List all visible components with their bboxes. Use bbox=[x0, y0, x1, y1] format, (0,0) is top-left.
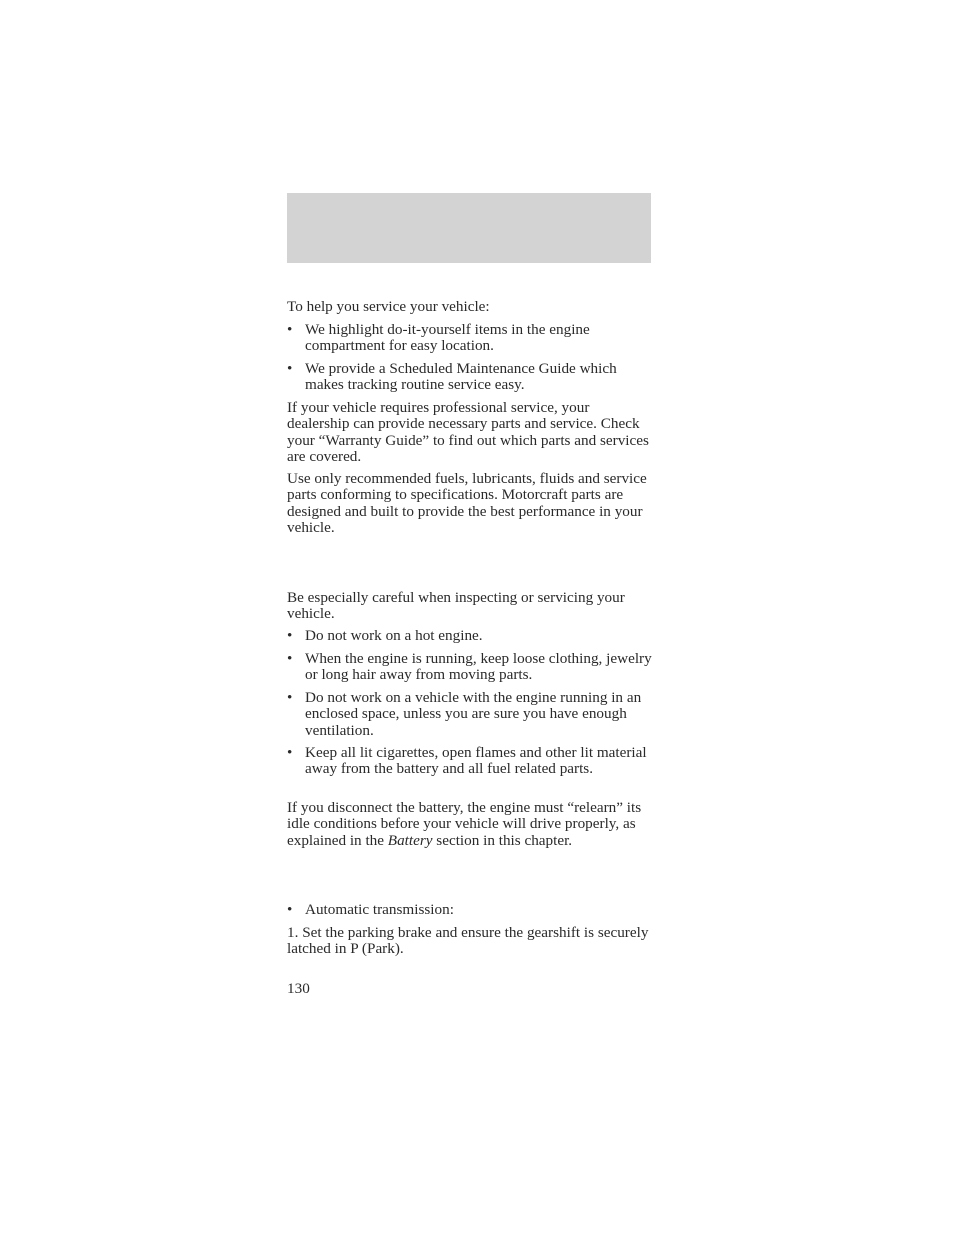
bullet-glyph: • bbox=[287, 744, 293, 761]
bullet-text: Automatic transmission: bbox=[305, 901, 454, 918]
bullet-text: Do not work on a vehicle with the engine running in an enclosed space, unless you are sure you have enough ventilation. bbox=[305, 689, 642, 739]
list-item bbox=[287, 651, 653, 684]
list-item bbox=[287, 322, 653, 355]
bullet-glyph: • bbox=[287, 627, 293, 644]
bullet-text: Keep all lit cigarettes, open flames and other lit material away from the battery and all fuel related parts. bbox=[305, 744, 647, 778]
list-item bbox=[287, 745, 653, 778]
careful-intro-paragraph: Be especially careful when inspecting or servicing your vehicle. bbox=[287, 589, 625, 623]
bullet-text: We highlight do-it-yourself items in the engine compartment for easy location. bbox=[305, 321, 590, 355]
professional-service-paragraph: If your vehicle requires professional service, your dealership can provide necessary parts and service. Check your “Warranty Guide” to find out which parts and services are covered. bbox=[287, 399, 649, 466]
intro-paragraph: To help you service your vehicle: bbox=[287, 298, 490, 315]
bullet-glyph: • bbox=[287, 321, 293, 338]
bullet-glyph: • bbox=[287, 689, 293, 706]
battery-note-paragraph: If you disconnect the battery, the engine must “relearn” its idle conditions before your vehicle will drive properly, as explained in the Battery section in this chapter. bbox=[287, 799, 642, 849]
step-1-paragraph: 1. Set the parking brake and ensure the gearshift is securely latched in P (Park). bbox=[287, 924, 649, 958]
bullet-glyph: • bbox=[287, 901, 293, 918]
list-item bbox=[287, 361, 653, 394]
recommended-parts-paragraph: Use only recommended fuels, lubricants, fluids and service parts conforming to specifications. Motorcraft parts are designed and built to provide the best performance in your vehicle. bbox=[287, 470, 647, 537]
bullet-text: When the engine is running, keep loose clothing, jewelry or long hair away from moving parts. bbox=[305, 650, 652, 684]
list-item bbox=[287, 902, 653, 918]
bullet-text: Do not work on a hot engine. bbox=[305, 627, 483, 644]
list-item bbox=[287, 690, 653, 739]
page-number: 130 bbox=[287, 980, 310, 997]
bullet-glyph: • bbox=[287, 360, 293, 377]
section-header-bar bbox=[287, 193, 651, 263]
bullet-glyph: • bbox=[287, 650, 293, 667]
battery-section-reference: Battery bbox=[387, 831, 433, 849]
bullet-text: We provide a Scheduled Maintenance Guide which makes tracking routine service easy. bbox=[305, 360, 617, 394]
list-item bbox=[287, 628, 653, 644]
